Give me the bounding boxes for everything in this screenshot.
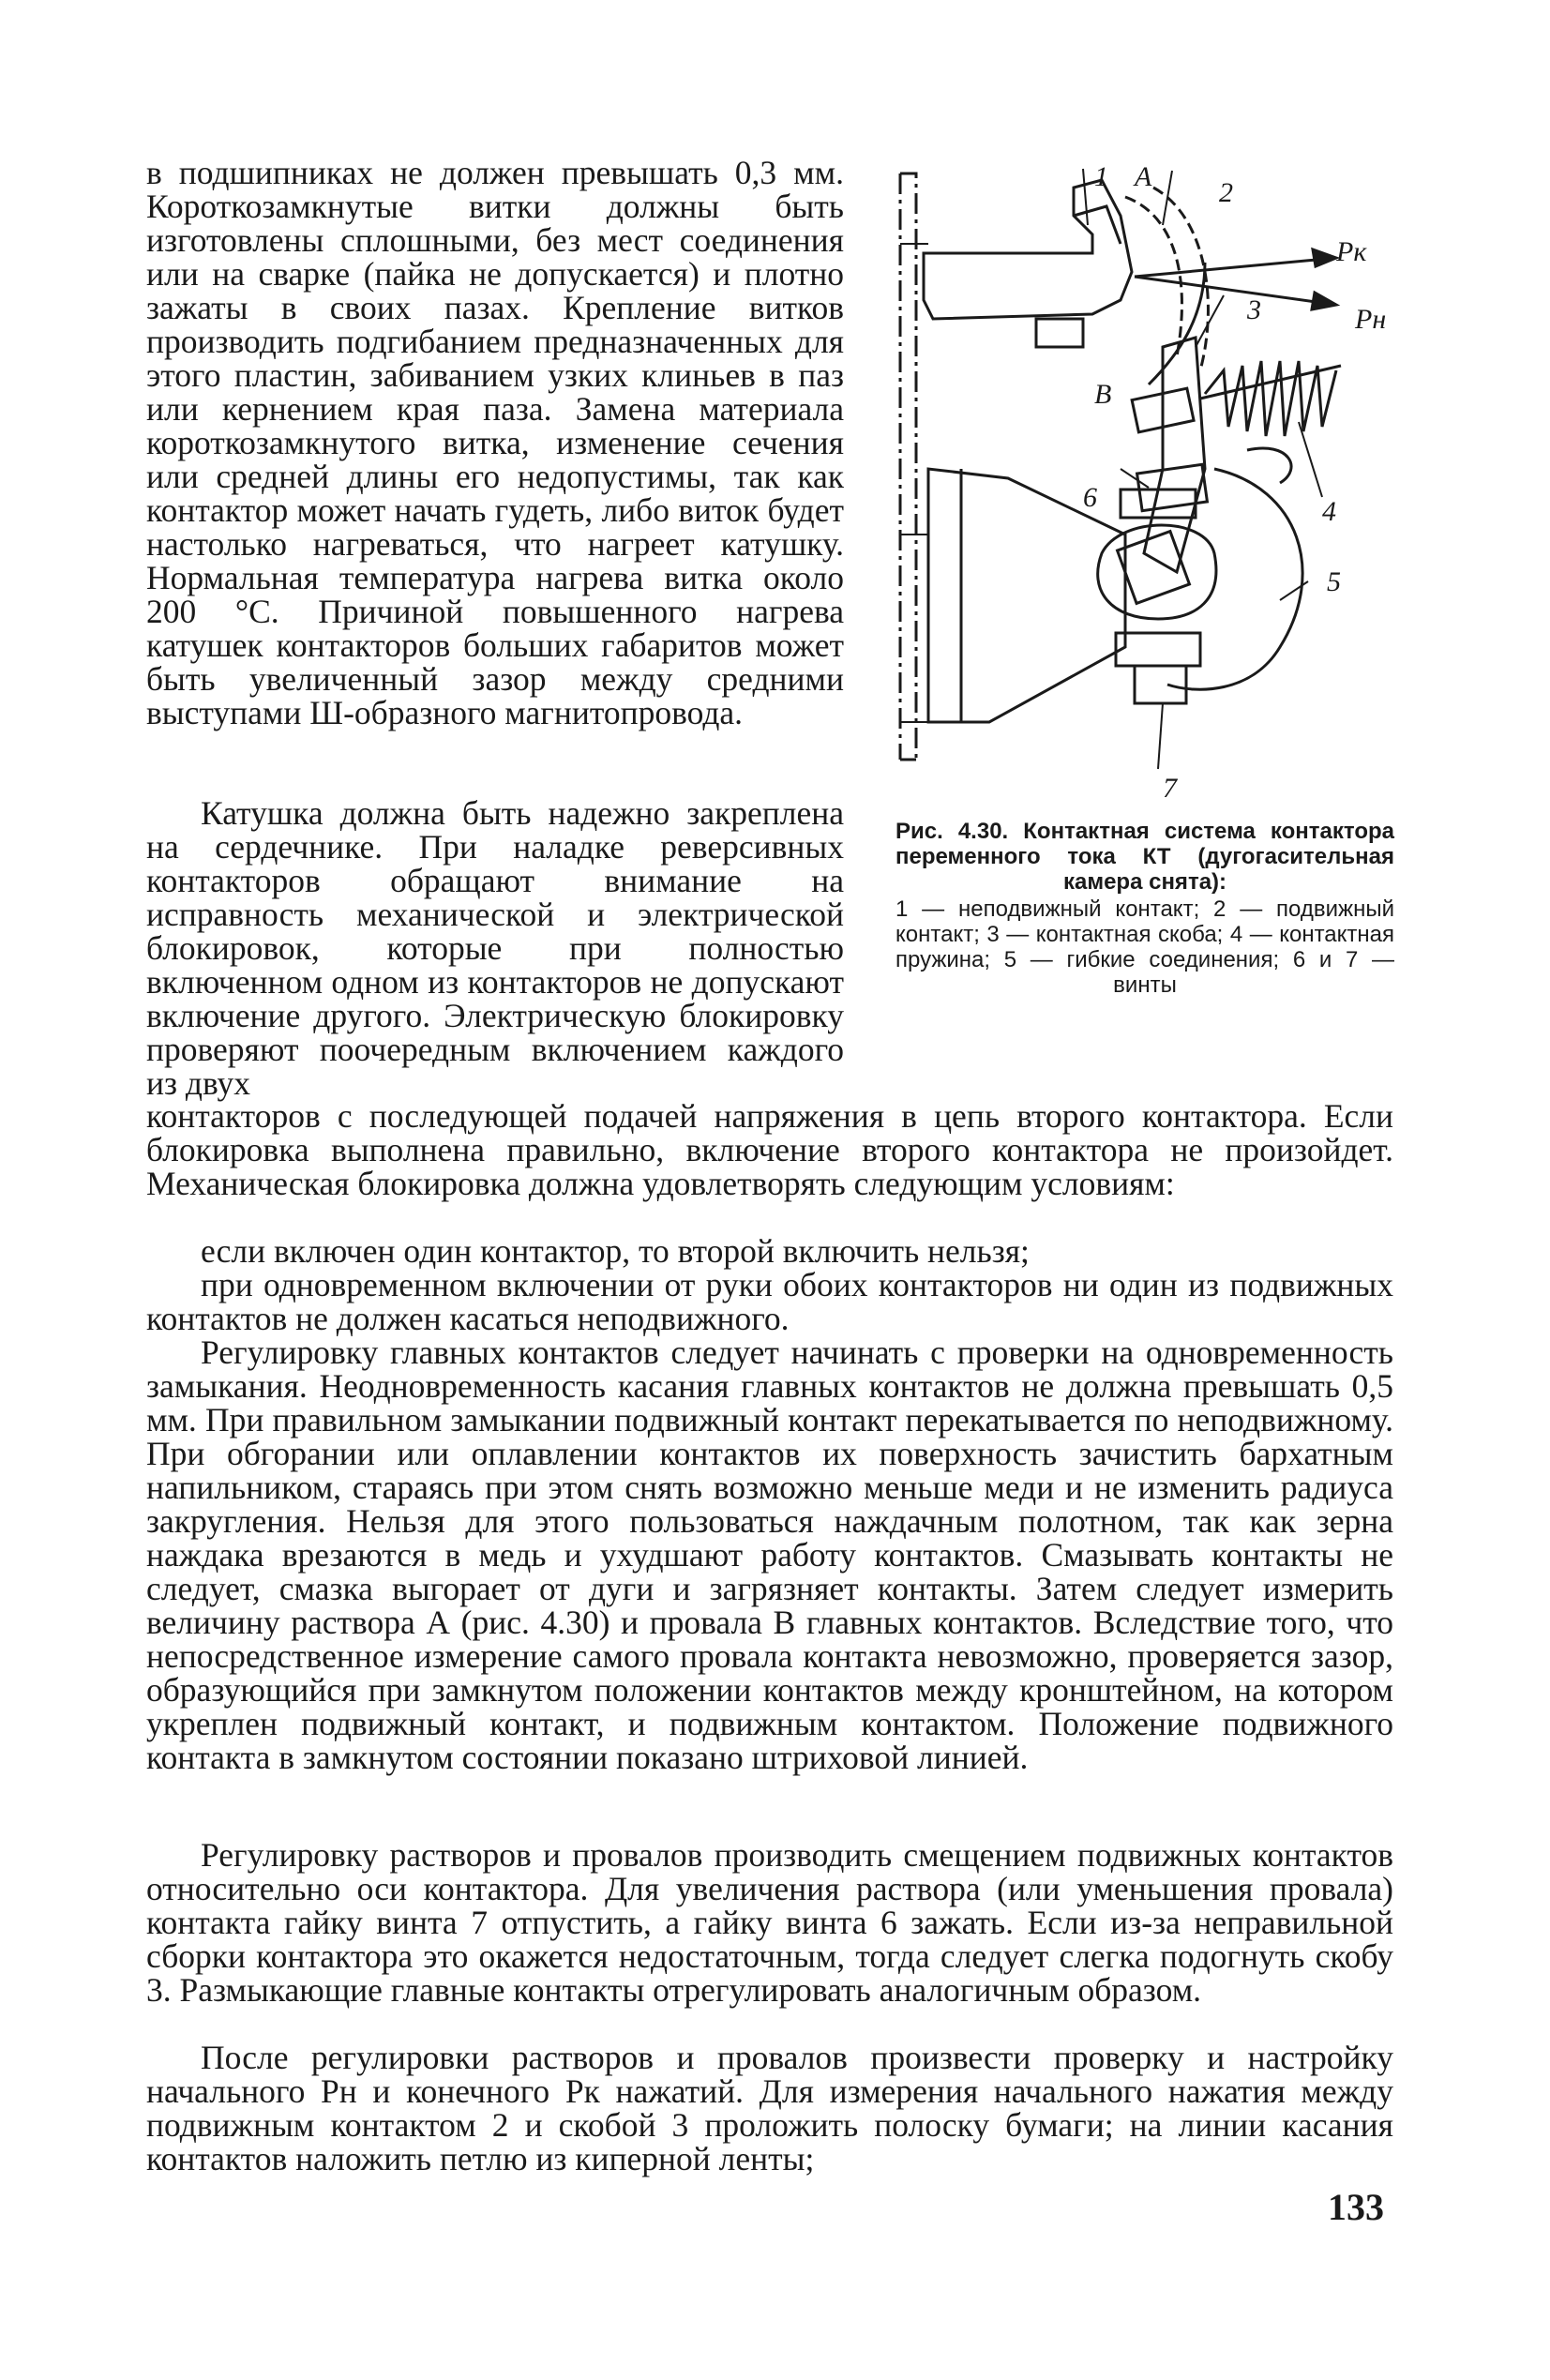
force-pk-arrow — [1135, 258, 1336, 277]
arc-chute — [1125, 197, 1181, 356]
contact-spring — [1200, 361, 1341, 436]
caption-title: Рис. 4.30. Контактная система контактора переменного тока КТ (дугогасительная камера снята): — [895, 819, 1394, 895]
label-pk: Pк — [1336, 236, 1367, 267]
label-a: А — [1135, 161, 1152, 192]
label-3: 3 — [1247, 294, 1261, 325]
contact-system-figure — [895, 159, 1402, 806]
paragraph-coil-fixing-part2: контакторов с последующей подачей напряжения в цепь второго контактора. Если блокировка выполнена правильно, включение второго контактора не произойдет. Механическая блокировка должна удовлетворять следующим условиям: — [146, 1097, 1393, 1202]
label-7: 7 — [1163, 773, 1177, 804]
paragraph-adjustment: Регулировку растворов и провалов производить смещением подвижных контактов относительно оси контактора. Для увеличения раствора (или уменьшения провала) контакта гайку винта 7 отпустить, а гайку винта 6 зажать. Если из-за неправильной сборки контактора это окажется недостаточным, тогда следует слегка подогнуть скобу 3. Размыкающие главные контакты отрегулировать аналогичным образом. — [146, 1836, 1393, 2009]
page-number: 133 — [1328, 2186, 1384, 2228]
label-b: В — [1094, 379, 1112, 410]
label-2: 2 — [1219, 177, 1233, 208]
paragraph-pressure-check: После регулировки растворов и провалов произвести проверку и настройку начального Рн и конечного Рк нажатий. Для измерения начального нажатия между подвижным контактом 2 и скобой 3 проложить полоску бумаги; на линии касания контактов наложить петлю из киперной ленты; — [146, 2039, 1393, 2177]
paragraph-short-circuit-turns: в подшипниках не должен превышать 0,3 мм. Короткозамкнутые витки должны быть изготовлены сплошными, без мест соединения или на сварке (пайка не допускается) и плотно зажаты в своих пазах. Крепление витков производить подгибанием предназначенных для этого пластин, забиванием узких клиньев в паз или кернением края паза. Замена материала короткозамкнутого витка, изменение сечения или средней длины его недопустимы, так как контактор может начать гудеть, либо виток будет настолько нагреваться, что нагреет катушку. Нормальная температура нагрева витка около 200 °С. Причиной повышенного нагрева катушек контакторов больших габаритов может быть увеличенный зазор между средними выступами Ш-образного магнитопровода. — [146, 154, 844, 731]
label-4: 4 — [1322, 496, 1336, 527]
label-5: 5 — [1327, 566, 1341, 597]
label-6: 6 — [1083, 482, 1097, 513]
bolt-7 — [1116, 633, 1200, 666]
paragraph-condition-1: если включен один контактор, то второй включить нельзя; — [201, 1232, 1030, 1270]
label-pn: Pн — [1355, 304, 1387, 335]
fixed-contact-bracket — [924, 180, 1132, 319]
figure-caption — [895, 819, 1394, 998]
paragraph-condition-2: при одновременном включении от руки обоих контакторов ни один из подвижных контактов не должен касаться неподвижного. — [146, 1266, 1393, 1337]
caption-legend: 1 — неподвижный контакт; 2 — подвижный контакт; 3 — контактная скоба; 4 — контактная пружина; 5 — гибкие соединения; 6 и 7 — винты — [895, 896, 1394, 998]
paragraph-main-contacts: Регулировку главных контактов следует начинать с проверки на одновременность замыкания. Неодновременность касания главных контактов не должна превышать 0,5 мм. При правильном замыкании подвижный контакт перекатывается по неподвижному. При обгорании или оплавлении контактов их поверхность зачистить бархатным напильником, стараясь при этом снять возможно меньше меди и не изменить радиуса закругления. Нельзя для этого пользоваться наждачным полотном, так как зерна наждака врезаются в медь и ухудшают работу контактов. Смазывать контакты не следует, смазка выгорает от дуги и загрязняет контакты. Затем следует измерить величину раствора А (рис. 4.30) и провала В главных контактов. Вследствие того, что непосредственное измерение самого провала контакта невозможно, проверяется зазор, образующийся при замкнутом положении контактов между кронштейном, на котором укреплен подвижный контакт, и подвижным контактом. Положение подвижного контакта в замкнутом состоянии показано штриховой линией. — [146, 1333, 1393, 1776]
paragraph-coil-fixing-part1: Катушка должна быть надежно закреплена на сердечнике. При наладке реверсивных контакторов обращают внимание на исправность механической и электрической блокировок, которые при полностью включенном одном из контакторов не допускают включение другого. Электрическую блокировку проверяют поочередным включением каждого из двух — [146, 794, 844, 1102]
label-1: 1 — [1094, 161, 1108, 192]
frame-outline — [900, 173, 916, 760]
force-pn-arrow — [1135, 277, 1336, 305]
